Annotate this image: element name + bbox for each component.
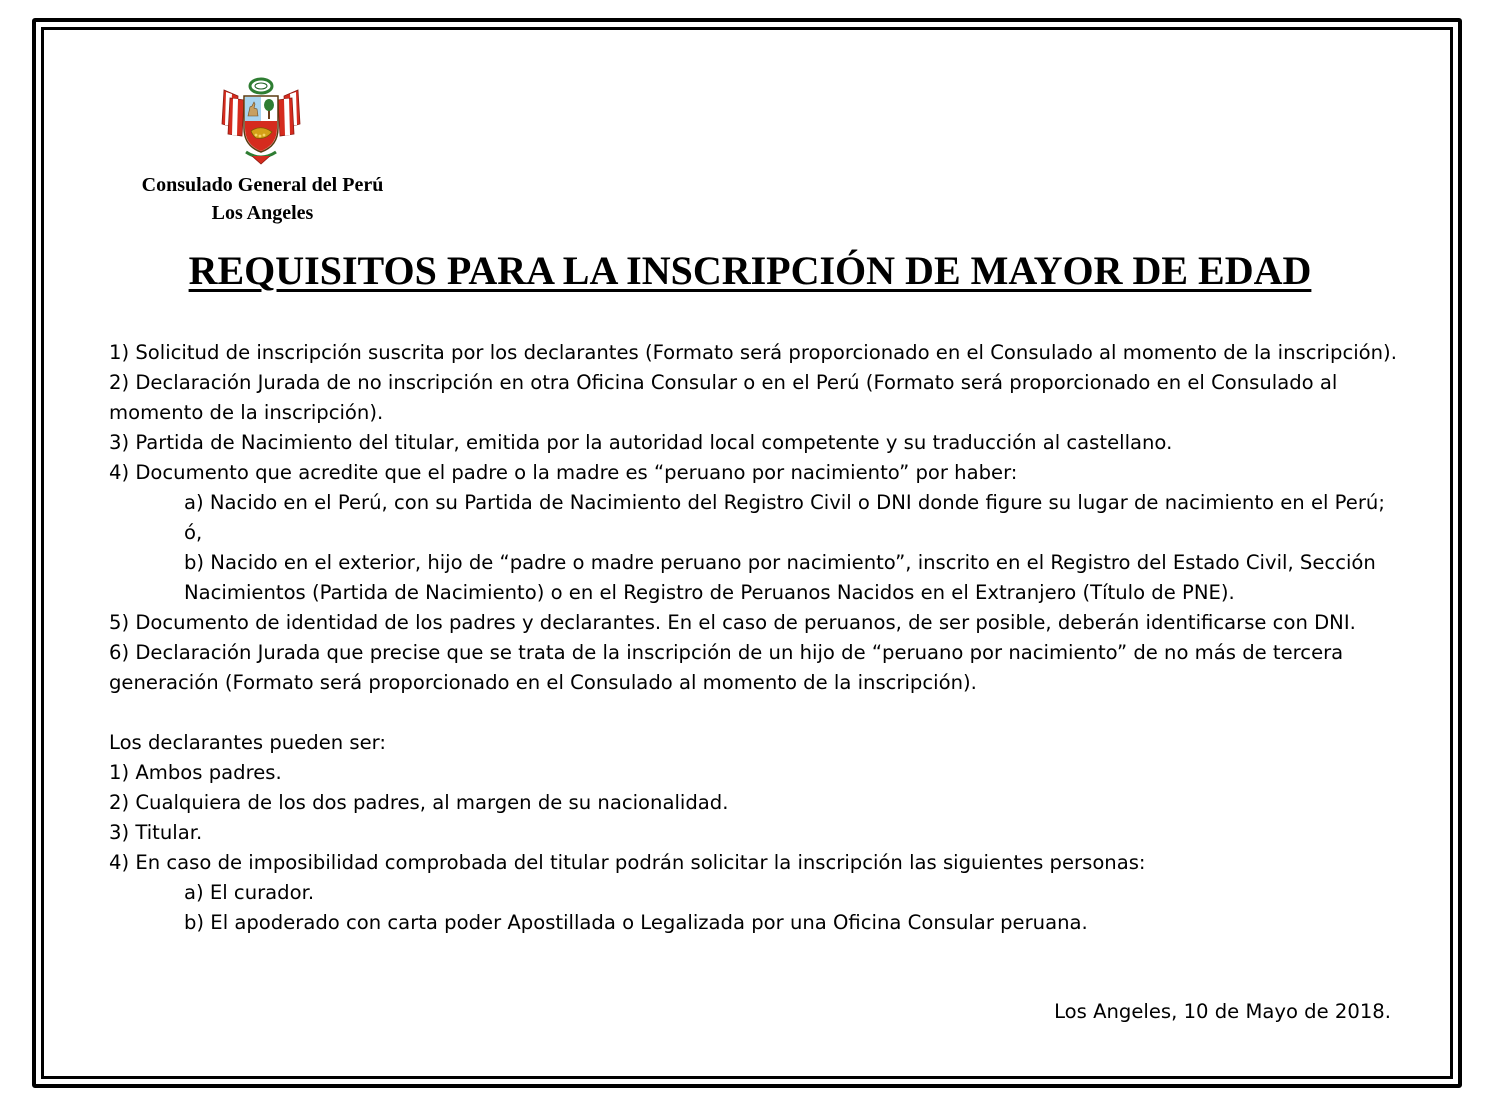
- declarants-heading: Los declarantes pueden ser:: [109, 731, 386, 754]
- requirement-5: 5) Documento de identidad de los padres y declarantes. En el caso de peruanos, de ser posible, deberán identificarse con DNI.: [109, 611, 1356, 634]
- declarant-4b: b) El apoderado con carta poder Apostillada o Legalizada por una Oficina Consular peruana.: [184, 911, 1088, 934]
- requirement-4a: a) Nacido en el Perú, con su Partida de Nacimiento del Registro Civil o DNI donde figure su lugar de nacimiento en el Perú; ó,: [184, 491, 1385, 544]
- declarant-4a: a) El curador.: [184, 881, 315, 904]
- institution-line-2: Los Angeles: [211, 202, 314, 224]
- requirements-body: [109, 338, 1404, 938]
- institution-line-1: Consulado General del Perú: [141, 174, 384, 196]
- requirement-4: 4) Documento que acredite que el padre o la madre es “peruano por nacimiento” por haber:: [109, 461, 1018, 484]
- requirement-6: 6) Declaración Jurada que precise que se trata de la inscripción de un hijo de “peruano por nacimiento” de no más de tercera generación (Formato será proporcionado en el Consulado al momento de la inscripción).: [109, 641, 1344, 694]
- declarant-1: 1) Ambos padres.: [109, 761, 282, 784]
- peru-coat-of-arms-icon: [216, 76, 306, 166]
- requirement-3: 3) Partida de Nacimiento del titular, emitida por la autoridad local competente y su traducción al castellano.: [109, 431, 1173, 454]
- consulate-name: [100, 171, 425, 227]
- declarant-2: 2) Cualquiera de los dos padres, al margen de su nacionalidad.: [109, 791, 729, 814]
- requirement-1: 1) Solicitud de inscripción suscrita por los declarantes (Formato será proporcionado en el Consulado al momento de la inscripción).: [109, 341, 1397, 364]
- date-closing: Los Angeles, 10 de Mayo de 2018.: [1054, 1000, 1391, 1023]
- requirement-2: 2) Declaración Jurada de no inscripción en otra Oficina Consular o en el Perú (Formato será proporcionado en el Consulado al momento de la inscripción).: [109, 371, 1338, 424]
- declarant-4: 4) En caso de imposibilidad comprobada del titular podrán solicitar la inscripción las siguientes personas:: [109, 851, 1146, 874]
- requirement-4b: b) Nacido en el exterior, hijo de “padre o madre peruano por nacimiento”, inscrito en el Registro del Estado Civil, Sección Nacimientos (Partida de Nacimiento) o en el Registro de Peruanos Nacidos en el Extranjero (Título de PNE).: [184, 551, 1376, 604]
- declarant-3: 3) Titular.: [109, 821, 203, 844]
- page-title: REQUISITOS PARA LA INSCRIPCIÓN DE MAYOR DE EDAD: [188, 248, 1312, 293]
- section-spacer: [109, 698, 1404, 728]
